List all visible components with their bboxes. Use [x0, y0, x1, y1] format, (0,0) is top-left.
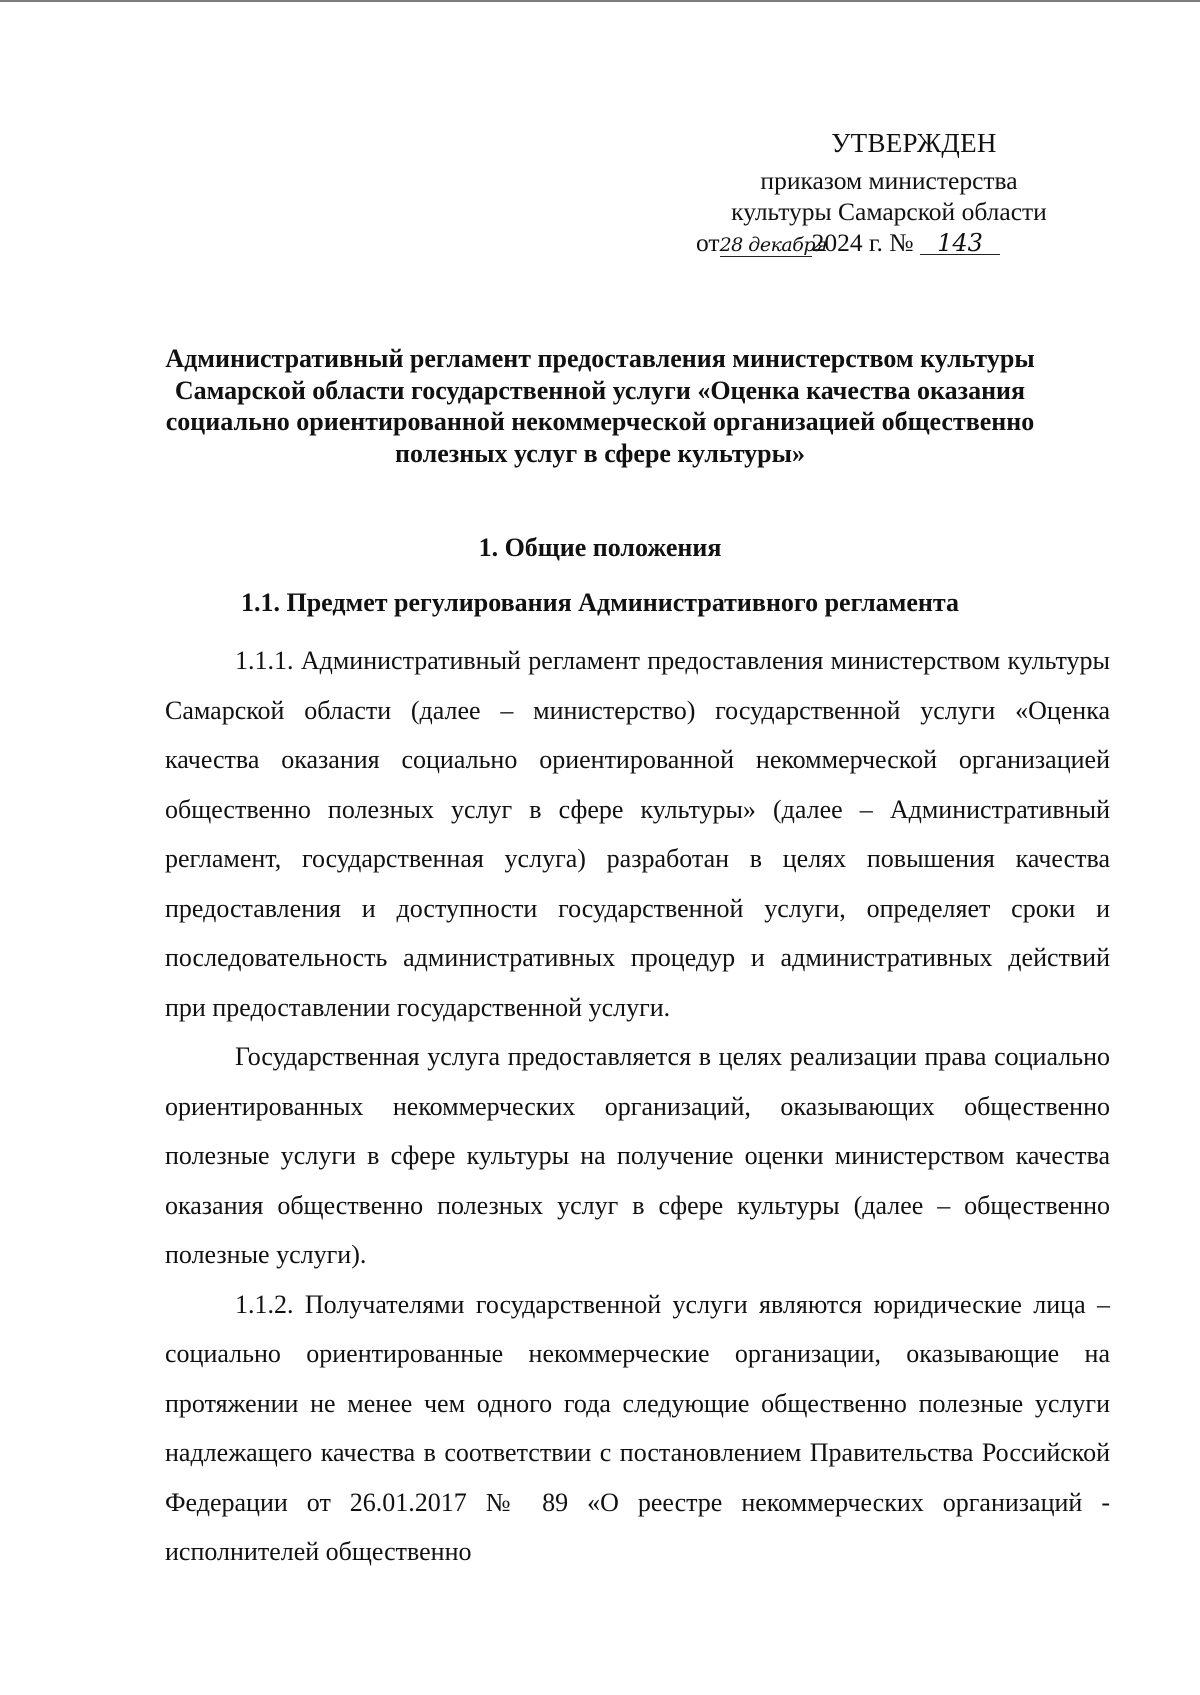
- handwritten-date: 28 декабря: [719, 234, 828, 256]
- paragraph-1-1-1: 1.1.1. Административный регламент предоставления министерством культуры Самарской области (далее – министерство) государственной услуги «Оценка качества оказания социально ориентированной некоммерческой организацией общественно полезных услуг в сфере культуры» (далее – Административный регламент, государственная услуга) разработан в целях повышения качества предоставления и доступности государственной услуги, определяет сроки и последовательность административных процедур и административных действий при предоставлении государственной услуги.: [165, 646, 1110, 1022]
- section-heading-1: 1. Общие положения: [478, 533, 722, 562]
- approval-date-prefix: от: [696, 228, 720, 257]
- paragraph-1-1-2: 1.1.2. Получателями государственной услуги являются юридические лица – социально ориентированные некоммерческие организации, оказывающие на протяжении не менее чем одного года следующие общественно полезные услуги надлежащего качества в соответствии с постановлением Правительства Российской Федерации от 26.01.2017 № 89 «О реестре некоммерческих организаций - исполнителей общественно: [165, 1289, 1110, 1566]
- page-top-border: [0, 0, 1200, 2]
- handwritten-order-number: 143: [920, 232, 1000, 255]
- approval-line-2: культуры Самарской области: [731, 197, 1047, 226]
- approval-title: УТВЕРЖДЕН: [831, 128, 997, 158]
- approval-line-1: приказом министерства: [760, 166, 1018, 195]
- approval-date-year: 2024 г. №: [811, 228, 914, 257]
- document-body: [165, 636, 1110, 1577]
- paragraph-service-purpose: Государственная услуга предоставляется в целях реализации права социально ориентированных некоммерческих организаций, оказывающих общественно полезные услуги в сфере культуры на получение оценки министерством качества оказания общественно полезных услуг в сфере культуры (далее – общественно полезные услуги).: [165, 1042, 1110, 1269]
- approval-date-line: [696, 227, 1110, 258]
- approval-stamp-block: [690, 128, 1110, 258]
- section-heading-1-1: 1.1. Предмет регулирования Административного регламента: [241, 588, 959, 617]
- document-title: Административный регламент предоставления министерством культуры Самарской области государственной услуги «Оценка качества оказания социально ориентированной некоммерческой организацией общественно полезных услуг в сфере культуры»: [165, 344, 1035, 468]
